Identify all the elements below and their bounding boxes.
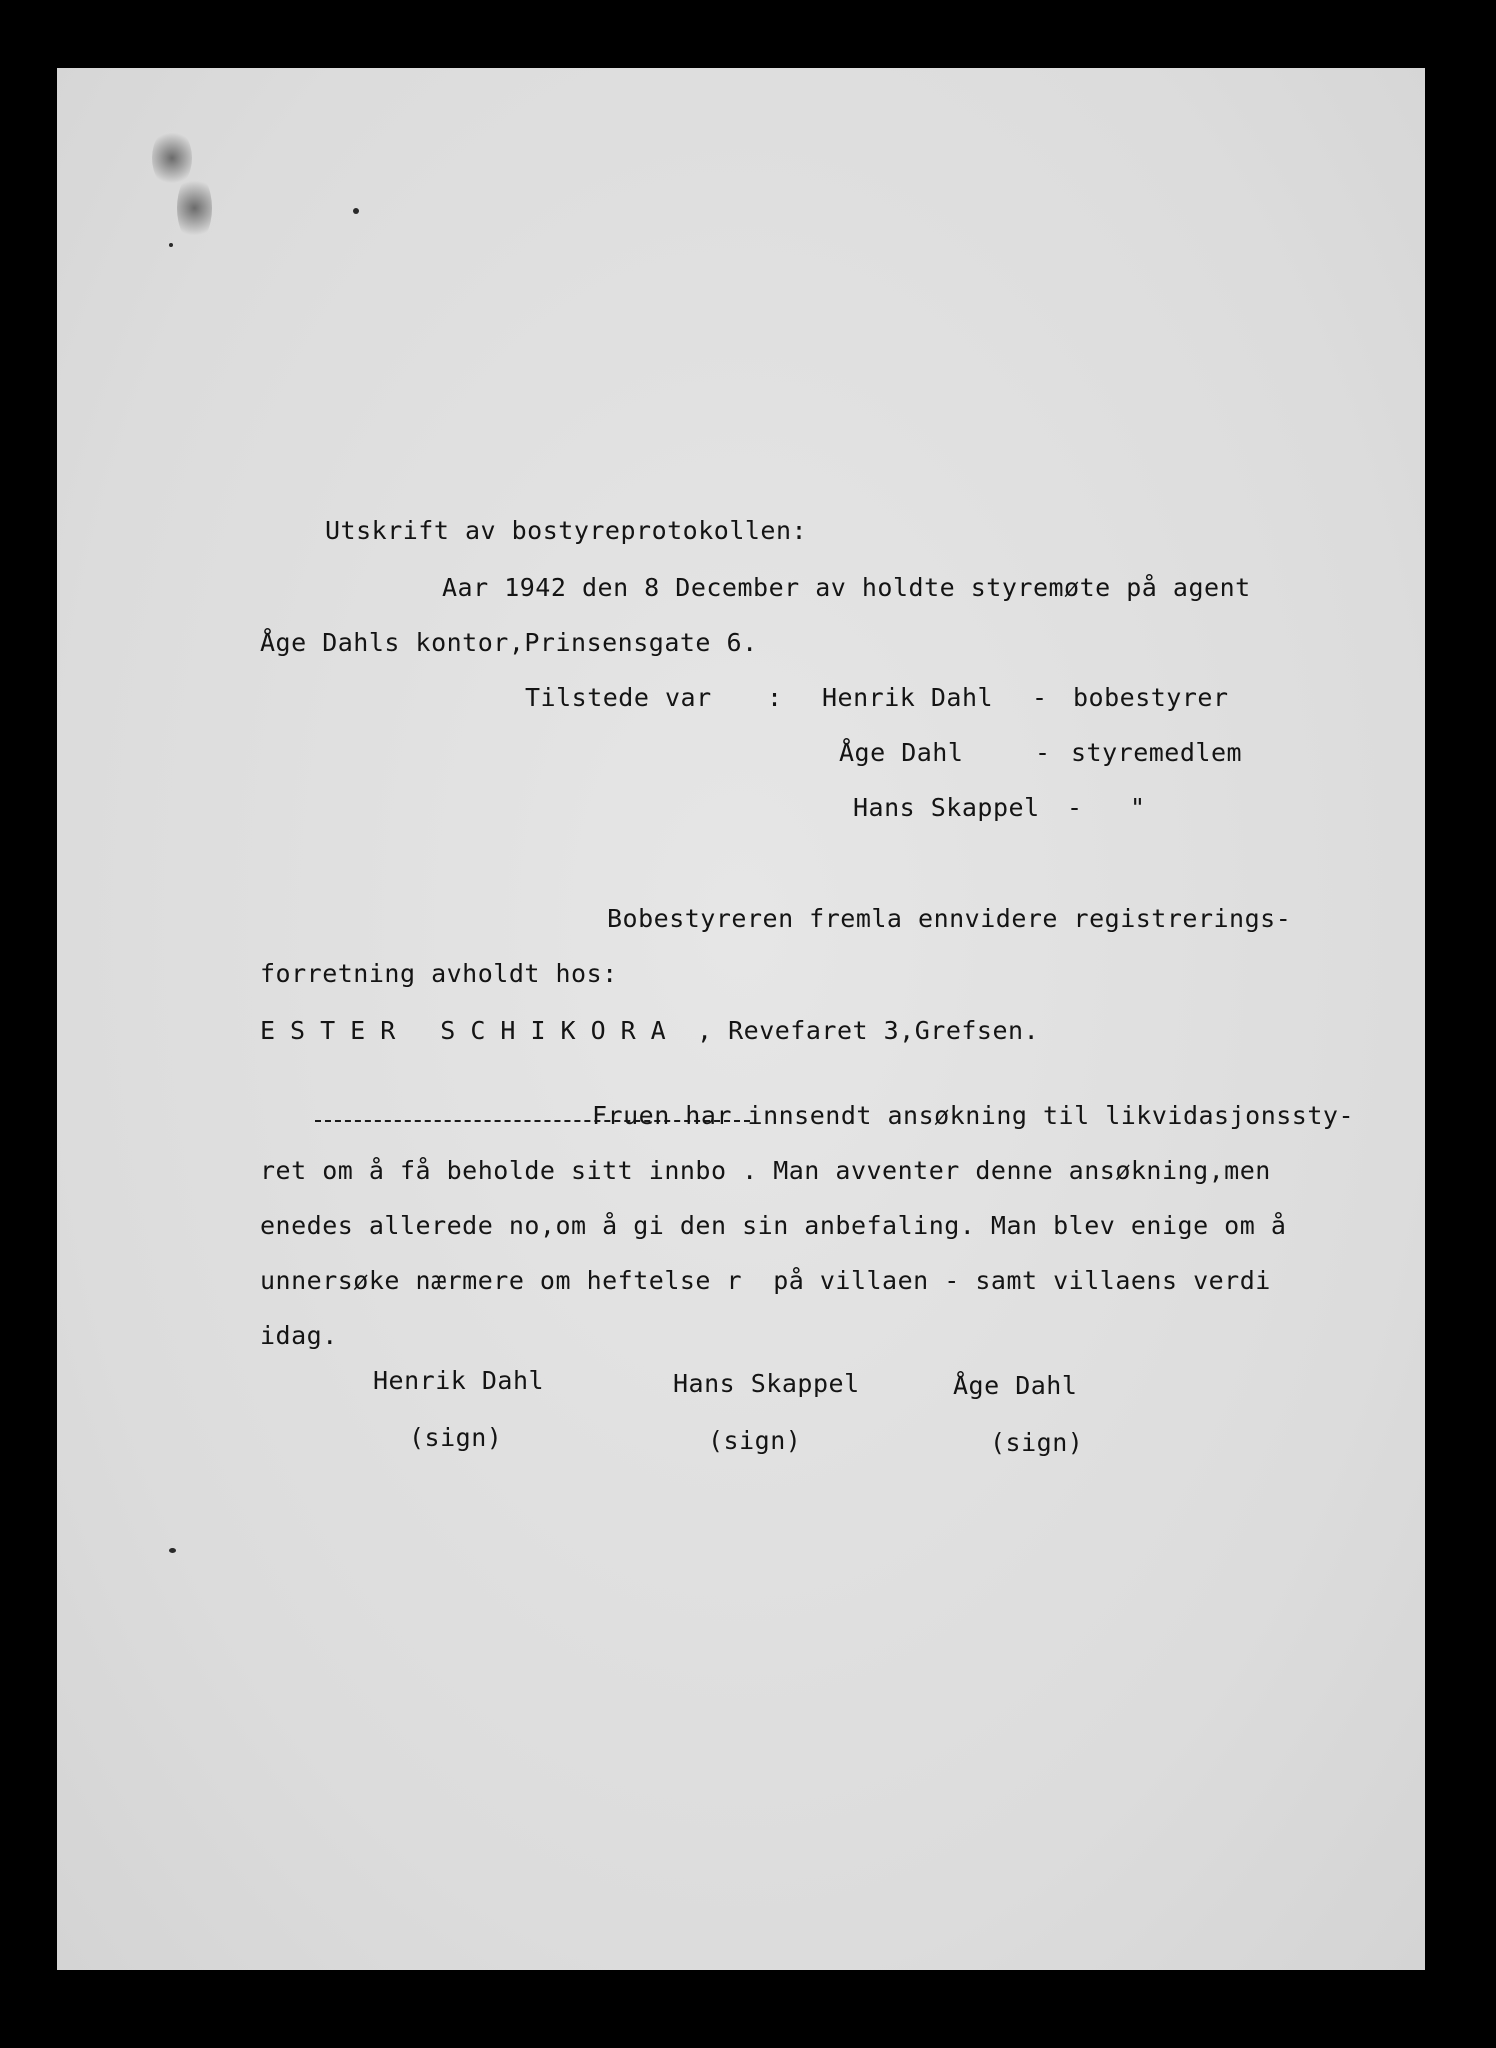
- document-page: [57, 68, 1425, 1970]
- present-1-name: Henrik Dahl: [822, 683, 994, 712]
- para2-line-3: enedes allerede no,om å gi den sin anbefaling. Man blev enige om å: [260, 1211, 1287, 1240]
- document-heading: Utskrift av bostyreprotokollen:: [325, 516, 808, 545]
- signature-3-name: Åge Dahl: [953, 1371, 1078, 1400]
- signature-1-sign: (sign): [409, 1423, 503, 1452]
- intro-line-1: Aar 1942 den 8 December av holdte styremøte på agent: [442, 573, 1251, 602]
- ink-smudge: [177, 173, 212, 243]
- ink-speck: [169, 243, 173, 247]
- present-colon: :: [767, 683, 783, 712]
- para2-line-2: ret om å få beholde sitt innbo . Man avventer denne ansøkning,men: [260, 1156, 1271, 1185]
- present-3-sep: -: [1067, 793, 1083, 822]
- ink-speck: [353, 208, 359, 214]
- present-2-name: Åge Dahl: [839, 738, 964, 767]
- subject-name: ESTER SCHIKORA: [260, 1016, 681, 1045]
- para2-line-1: Fruen har innsendt ansøkning til likvidasjonssty-: [592, 1101, 1355, 1130]
- signature-2-sign: (sign): [708, 1426, 802, 1455]
- para1-line-1: Bobestyreren fremla ennvidere registrerings-: [607, 904, 1292, 933]
- present-1-role: bobestyrer: [1073, 683, 1229, 712]
- present-3-role: ": [1130, 793, 1146, 822]
- present-1-sep: -: [1032, 683, 1048, 712]
- present-label: Tilstede var: [525, 683, 712, 712]
- subject-address: , Revefaret 3,Grefsen.: [697, 1016, 1040, 1045]
- para2-line-5: idag.: [260, 1321, 338, 1350]
- signature-2-name: Hans Skappel: [673, 1369, 860, 1398]
- present-2-role: styremedlem: [1071, 738, 1243, 767]
- intro-line-2: Åge Dahls kontor,Prinsensgate 6.: [260, 628, 758, 657]
- para1-line-2: forretning avholdt hos:: [260, 959, 618, 988]
- para2-line-4: unnersøke nærmere om heftelse r på villaen - samt villaens verdi: [260, 1266, 1271, 1295]
- signature-1-name: Henrik Dahl: [373, 1366, 545, 1395]
- signature-3-sign: (sign): [990, 1428, 1084, 1457]
- present-2-sep: -: [1035, 738, 1051, 767]
- ink-speck: [169, 1548, 176, 1553]
- present-3-name: Hans Skappel: [853, 793, 1040, 822]
